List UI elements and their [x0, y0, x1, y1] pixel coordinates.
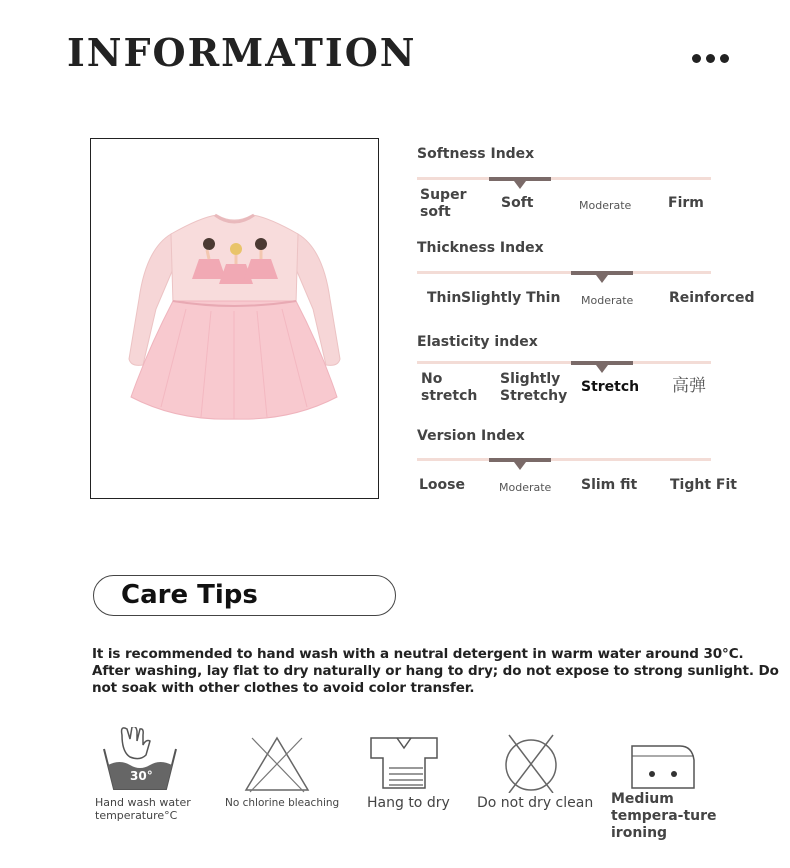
elasticity-index-scale	[417, 361, 711, 364]
no-chlorine-bleach-icon	[242, 734, 312, 798]
dot	[706, 54, 715, 63]
care-tips-heading: Care Tips	[121, 580, 258, 610]
thickness-option-reinforced: Reinforced	[669, 290, 755, 306]
no-dry-clean-icon	[503, 733, 559, 797]
elasticity-option-stretch: Stretch	[581, 379, 640, 395]
thickness-option-thin: Thin	[427, 290, 462, 306]
thickness-option-moderate: Moderate	[581, 294, 634, 307]
hand-wash-temperature: 30°	[130, 769, 153, 783]
ballerina-print	[192, 238, 278, 284]
version-index-title: Version Index	[417, 428, 525, 444]
more-dots-icon[interactable]	[692, 54, 729, 63]
scale-bar	[417, 177, 711, 180]
no-chlorine-bleach-label: No chlorine bleaching	[225, 797, 340, 809]
scale-bar	[417, 271, 711, 274]
hand-wash-label: Hand wash water temperature°C	[95, 796, 191, 822]
elasticity-option-no-stretch: No stretch	[421, 371, 478, 404]
selected-marker-icon	[514, 462, 526, 470]
softness-index-scale	[417, 177, 711, 180]
medium-iron-icon	[630, 740, 696, 794]
softness-option-moderate: Moderate	[579, 199, 632, 212]
elasticity-index-title: Elasticity index	[417, 334, 538, 350]
elasticity-option-slightly-stretchy: Slightly Stretchy	[500, 371, 568, 404]
dot	[720, 54, 729, 63]
softness-option-firm: Firm	[668, 195, 704, 211]
thickness-option-slightly-thin: Slightly Thin	[461, 290, 561, 306]
hang-dry-label: Hang to dry	[367, 795, 450, 811]
elasticity-option-high-stretch: 高弹	[672, 376, 706, 396]
page-title: INFORMATION	[67, 30, 417, 75]
hang-dry-icon	[369, 736, 439, 794]
selected-marker-icon	[596, 365, 608, 373]
medium-iron-label: Medium tempera-ture ironing	[611, 791, 717, 841]
selected-marker-icon	[596, 275, 608, 283]
care-description: It is recommended to hand wash with a neutral detergent in warm water around 30°C. After washing, lay flat to dry naturally or hang to dry; do not expose to strong sunlight. Do not soak with other clothes to avoid color transfer.	[92, 646, 779, 696]
pink-tutu-dress-image	[91, 139, 378, 498]
thickness-index-scale	[417, 271, 711, 274]
version-index-scale	[417, 458, 711, 461]
dot	[692, 54, 701, 63]
no-dry-clean-label: Do not dry clean	[477, 795, 594, 811]
version-option-moderate: Moderate	[499, 481, 552, 494]
softness-index-title: Softness Index	[417, 146, 535, 162]
thickness-index-title: Thickness Index	[417, 240, 544, 256]
care-tips-heading-pill	[93, 575, 396, 616]
version-option-loose: Loose	[419, 477, 465, 493]
version-option-tight-fit: Tight Fit	[670, 477, 737, 493]
scale-bar	[417, 458, 711, 461]
product-photo	[90, 138, 379, 499]
scale-bar	[417, 361, 711, 364]
softness-option-soft: Soft	[501, 195, 534, 211]
version-option-slim-fit: Slim fit	[581, 477, 638, 493]
hand-wash-icon	[100, 727, 180, 797]
softness-option-super-soft: Super soft	[420, 187, 467, 220]
selected-marker-icon	[514, 181, 526, 189]
